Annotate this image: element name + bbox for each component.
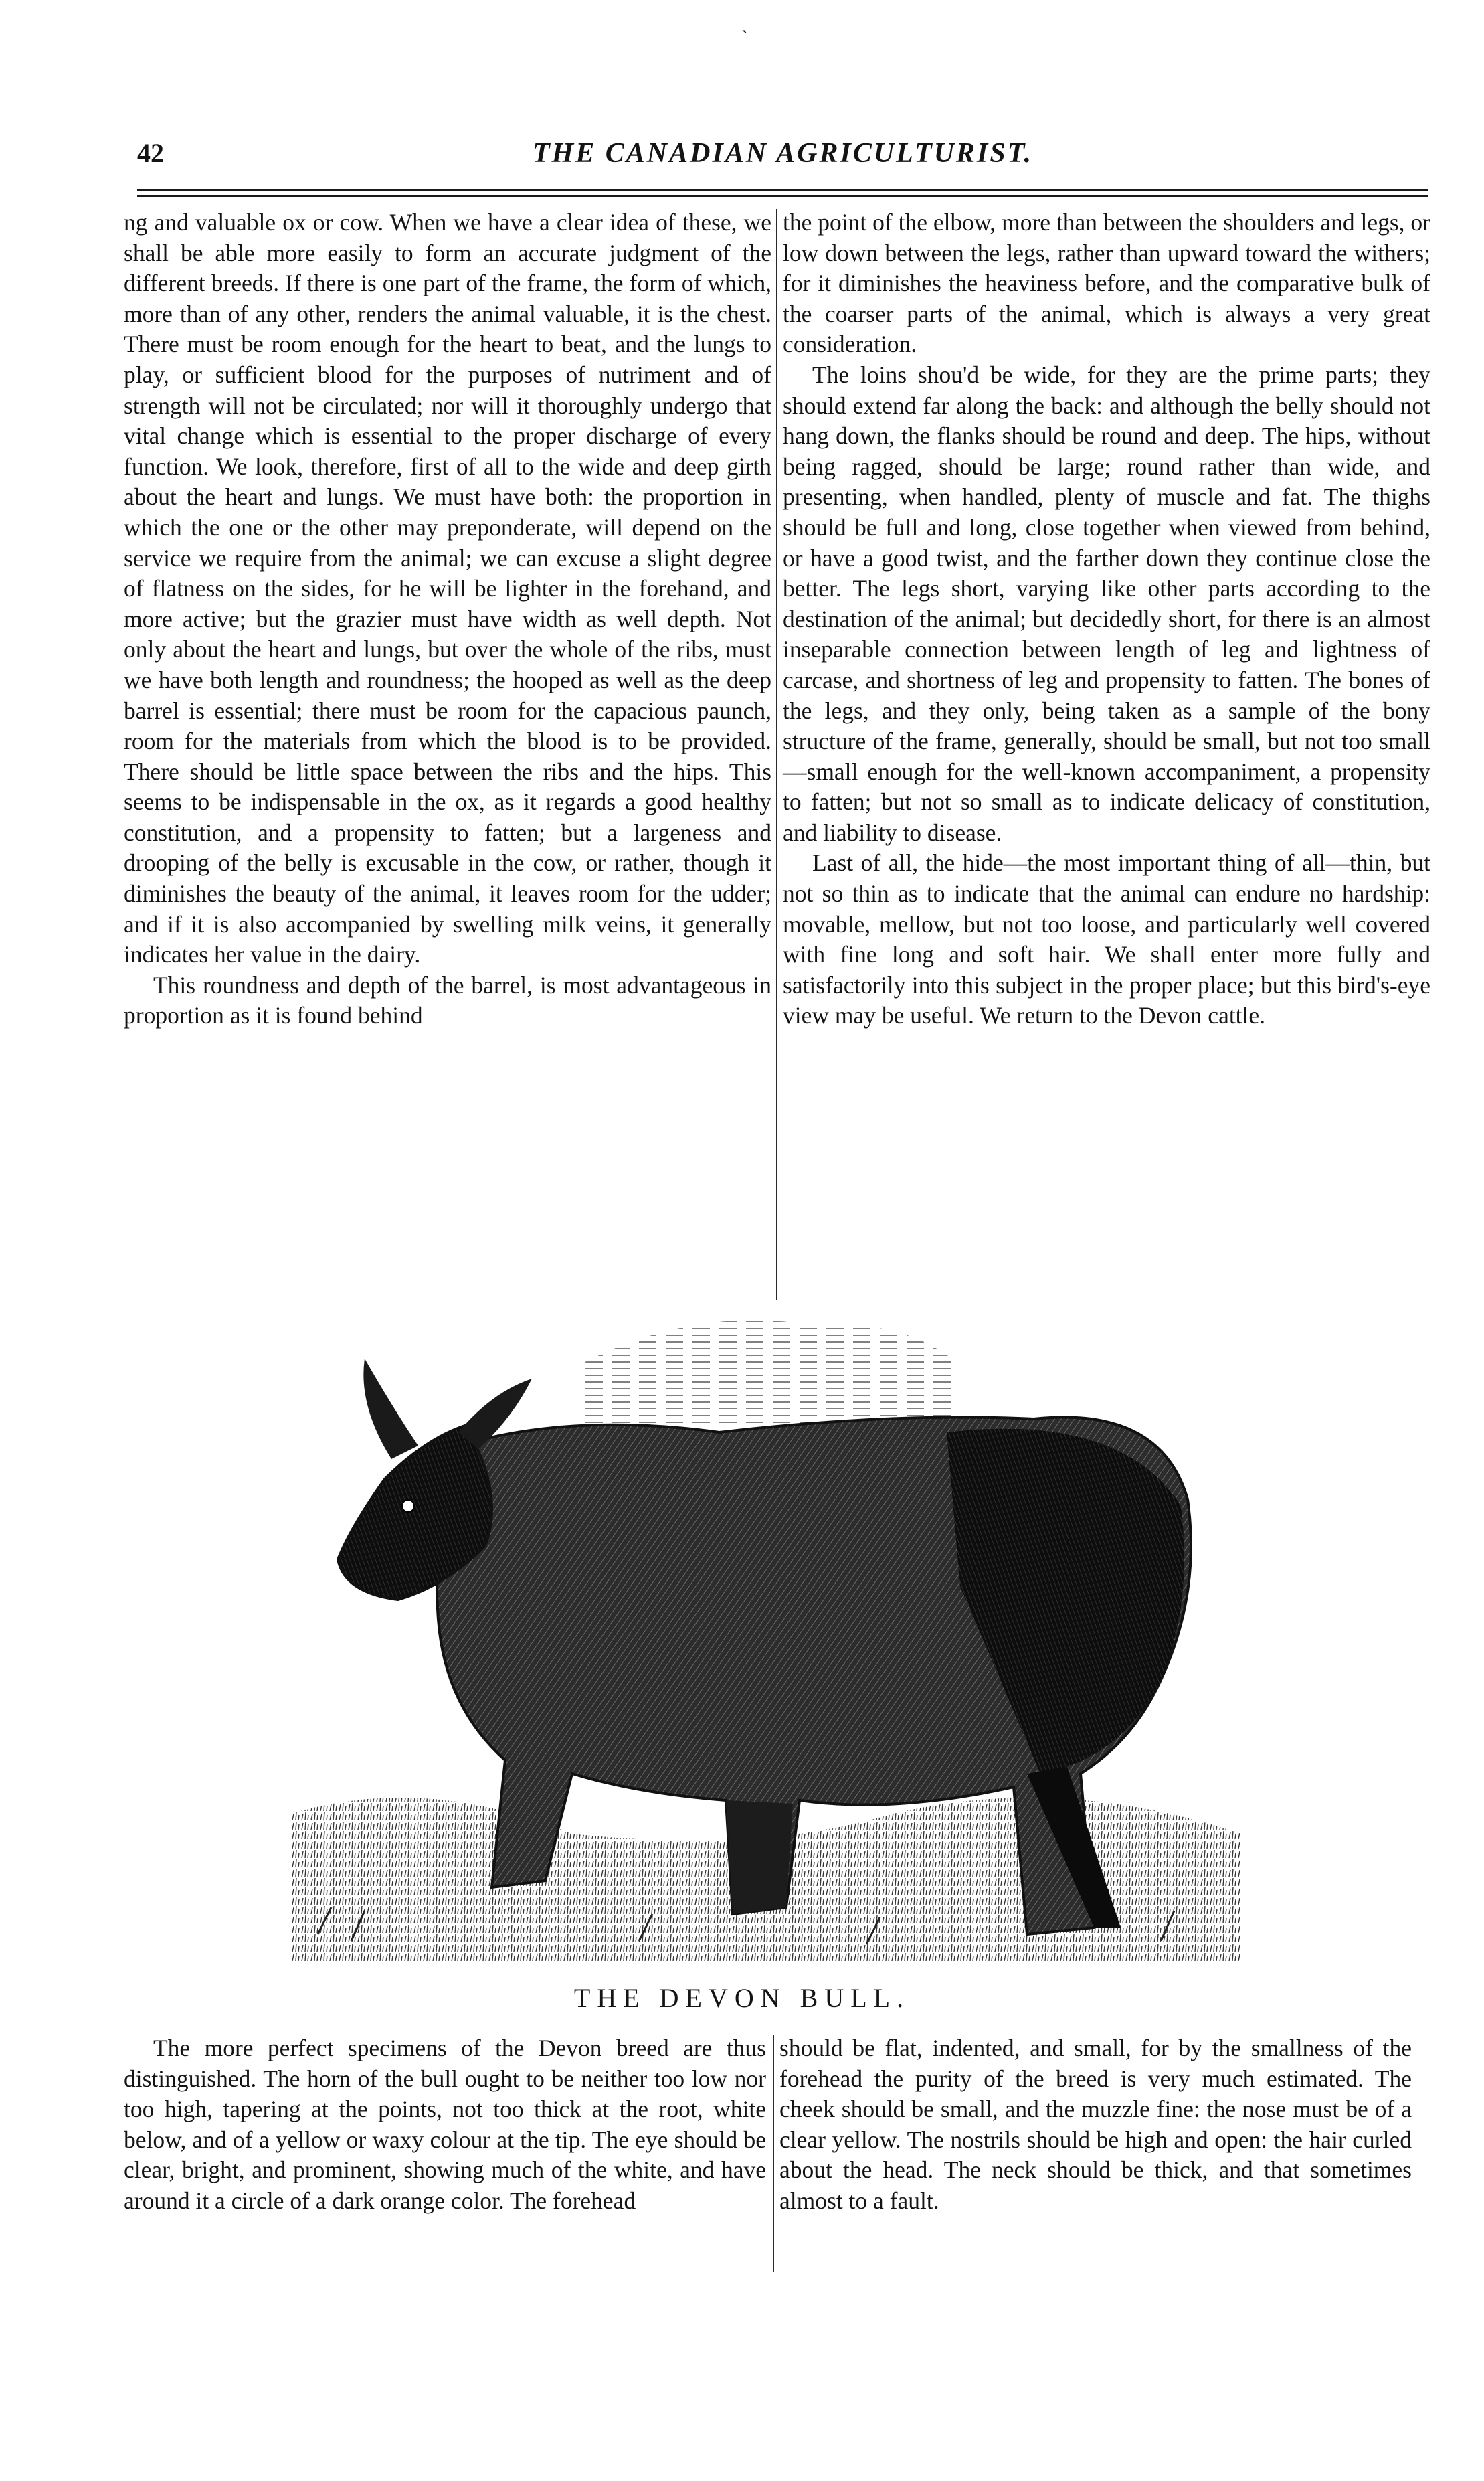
figure-caption: THE DEVON BULL. bbox=[573, 1983, 911, 2013]
left-horn bbox=[363, 1359, 418, 1459]
text-column-right bbox=[783, 207, 1430, 1031]
paragraph: the point of the elbow, more than between the shoulders and legs, or low down between the legs, rather than upward toward the withers; for it diminishes the heaviness before, and the comparative bulk of the coarser parts of the animal, which is always a very great consideration. bbox=[783, 209, 1430, 358]
print-mark: ` bbox=[741, 27, 748, 49]
text-column-left bbox=[124, 207, 771, 1031]
front-leg bbox=[726, 1800, 793, 1914]
bull-illustration bbox=[291, 1305, 1241, 1961]
paragraph: Last of all, the hide—the most important thing of all—thin, but not so thin as to indicate that the animal can endure no hardship: movable, mellow, but not too loose, and particularly well covered with fine long and soft hair. We shall enter more fully and satisfactorily into this subject in the proper place; but this bird's-eye view may be useful. We return to the Devon cattle. bbox=[783, 849, 1430, 1029]
paragraph: The loins shou'd be wide, for they are the prime parts; they should extend far along the back: and although the belly should not hang down, the flanks should be round and deep. The hips, without being ragged, should be large; round rather than wide, and presenting, when handled, plenty of muscle and fat. The thighs should be full and long, close together when viewed from behind, or have a good twist, and the farther down they continue close the better. The legs short, varying like other parts according to the destination of the animal; but decidedly short, for there is an almost inseparable connection between length of leg and lightness of carcase, and shortness of leg and propensity to fatten. The bones of the legs, and they only, being taken as a sample of the bony structure of the frame, generally, should be small, but not too small—small enough for the well-known accompaniment, a propensity to fatten; but not so small as to indicate delicacy of constitution, and liability to disease. bbox=[783, 361, 1430, 846]
column-divider bbox=[776, 209, 777, 1300]
paragraph: should be flat, indented, and small, for by the smallness of the forehead the purity of the breed is very much estimated. The cheek should be small, and the muzzle fine: the nose must be of a clear yellow. The nostrils should be high and open: the hair curled about the head. The neck should be thick, and that sometimes almost to a fault. bbox=[779, 2035, 1412, 2214]
sky-hatching bbox=[579, 1320, 960, 1426]
devon-bull-engraving bbox=[291, 1305, 1241, 1961]
header-rule bbox=[137, 189, 1428, 191]
page-number: 42 bbox=[137, 138, 164, 168]
text-column-bottom-right bbox=[779, 2033, 1412, 2217]
text-column-bottom-left bbox=[124, 2033, 766, 2217]
paragraph: This roundness and depth of the barrel, is most advantageous in proportion as it is found behind bbox=[124, 971, 771, 1029]
paragraph: The more perfect specimens of the Devon breed are thus distinguished. The horn of the bull ought to be neither too low nor too high, tapering at the points, not too thick at the root, white below, and of a yellow or waxy colour at the tip. The eye should be clear, bright, and prominent, showing much of the white, and have around it a circle of a dark orange color. The forehead bbox=[124, 2035, 766, 2214]
column-divider-bottom bbox=[773, 2035, 774, 2272]
eye bbox=[402, 1500, 414, 1512]
running-title: THE CANADIAN AGRICULTURIST. bbox=[532, 138, 1034, 169]
paragraph: ng and valuable ox or cow. When we have a clear idea of these, we shall be able more easily to form an accurate judgment of the different breeds. If there is one part of the frame, the form of which, more than of any other, renders the animal valuable, it is the chest. There must be room enough for the heart to beat, and the lungs to play, or sufficient blood for the purposes of nutriment and of strength will not be circulated; nor will it thoroughly undergo that vital change which is essential to the proper discharge of every function. We look, therefore, first of all to the wide and deep girth about the heart and lungs. We must have both: the proportion in which the one or the other may preponderate, will depend on the service we require from the animal; we can excuse a slight degree of flatness on the sides, for he will be lighter in the forehand, and more active; but the grazier must have width as well depth. Not only about the heart and lungs, but over the whole of the ribs, must we have both length and roundness; the hooped as well as the deep barrel is essential; there must be room for the capacious paunch, room for the materials from which the blood is to be provided. There should be little space between the ribs and the hips. This seems to be indispensable in the ox, as it regards a good healthy constitution, and a propensity to fatten; but a largeness and drooping of the belly is excusable in the cow, or rather, though it diminishes the beauty of the animal, it leaves room for the udder; and if it is also accompanied by swelling milk veins, it generally indicates her value in the dairy. bbox=[124, 209, 771, 968]
running-header bbox=[137, 137, 1428, 177]
header-rule-thin bbox=[137, 195, 1428, 197]
